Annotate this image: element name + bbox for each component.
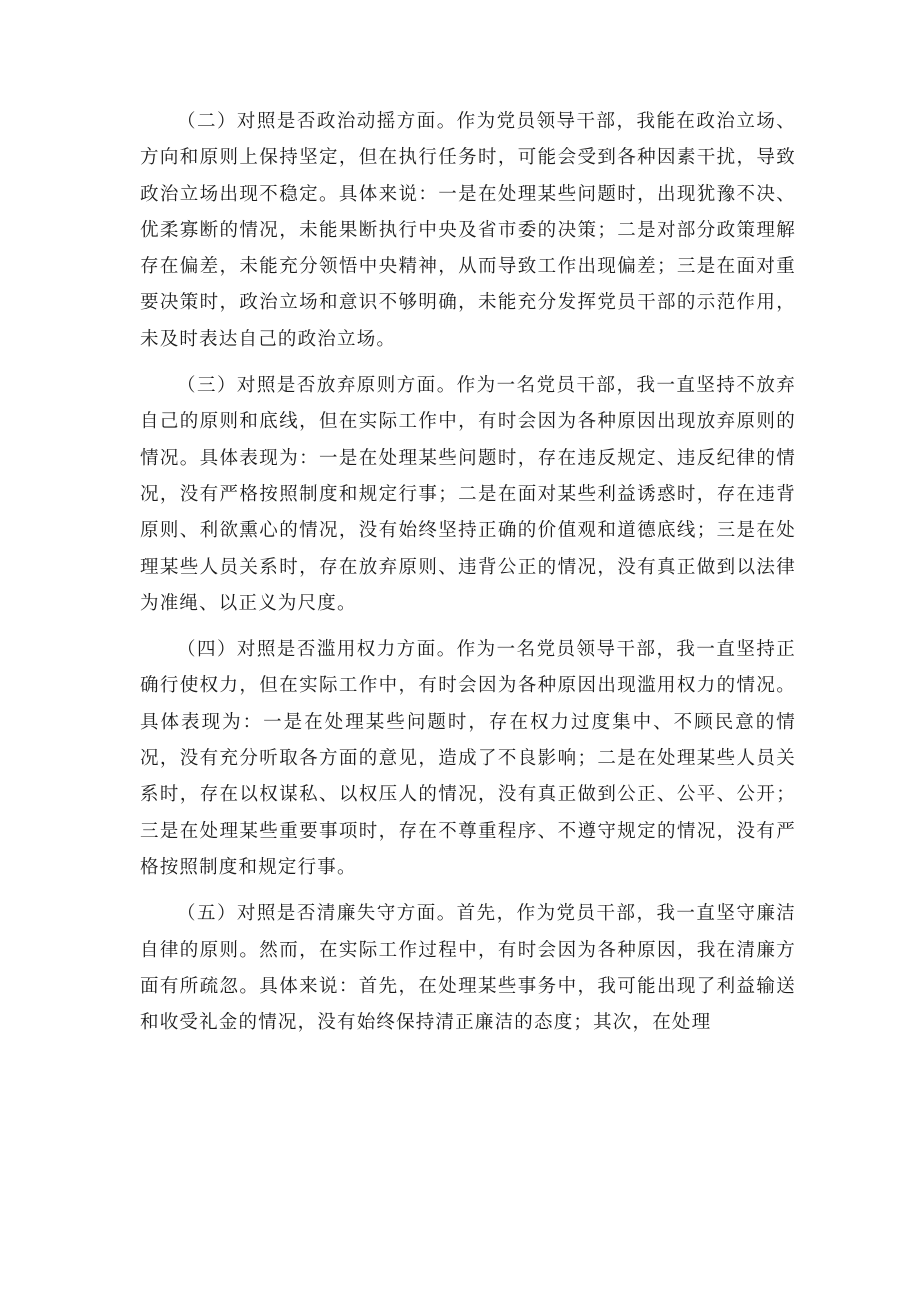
paragraph-integrity-lapse: （五）对照是否清廉失守方面。首先，作为党员干部，我一直坚守廉洁自律的原则。然而，在实际工作过程中，有时会因为各种原因，我在清廉方面有所疏忽。具体来说：首先，在处理某些事务中，我可能出现了利益输送和收受礼金的情况，没有始终保持清正廉洁的态度；其次，在处理 (140, 903, 796, 1034)
paragraph-abuse-power: （四）对照是否滥用权力方面。作为一名党员领导干部，我一直坚持正确行使权力，但在实际工作中，有时会因为各种原因出现滥用权力的情况。具体表现为：一是在处理某些问题时，存在权力过度集中、不顾民意的情况，没有充分听取各方面的意见，造成了不良影响；二是在处理某些人员关系时，存在以权谋私、以权压人的情况，没有真正做到公正、公平、公开；三是在处理某些重要事项时，存在不尊重程序、不遵守规定的情况，没有严格按照制度和规定行事。 (140, 639, 796, 878)
paragraph-political-wavering: （二）对照是否政治动摇方面。作为党员领导干部，我能在政治立场、方向和原则上保持坚定，但在执行任务时，可能会受到各种因素干扰，导致政治立场出现不稳定。具体来说：一是在处理某些问题时，出现犹豫不决、优柔寡断的情况，未能果断执行中央及省市委的决策；二是对部分政策理解存在偏差，未能充分领悟中央精神，从而导致工作出现偏差；三是在面对重要决策时，政治立场和意识不够明确，未能充分发挥党员干部的示范作用，未及时表达自己的政治立场。 (140, 111, 796, 350)
document-body (140, 104, 796, 1041)
paragraph-abandon-principles: （三）对照是否放弃原则方面。作为一名党员干部，我一直坚持不放弃自己的原则和底线，但在实际工作中，有时会因为各种原因出现放弃原则的情况。具体表现为：一是在处理某些问题时，存在违反规定、违反纪律的情况，没有严格按照制度和规定行事；二是在面对某些利益诱惑时，存在违背原则、利欲熏心的情况，没有始终坚持正确的价值观和道德底线；三是在处理某些人员关系时，存在放弃原则、违背公正的情况，没有真正做到以法律为准绳、以正义为尺度。 (140, 375, 796, 614)
